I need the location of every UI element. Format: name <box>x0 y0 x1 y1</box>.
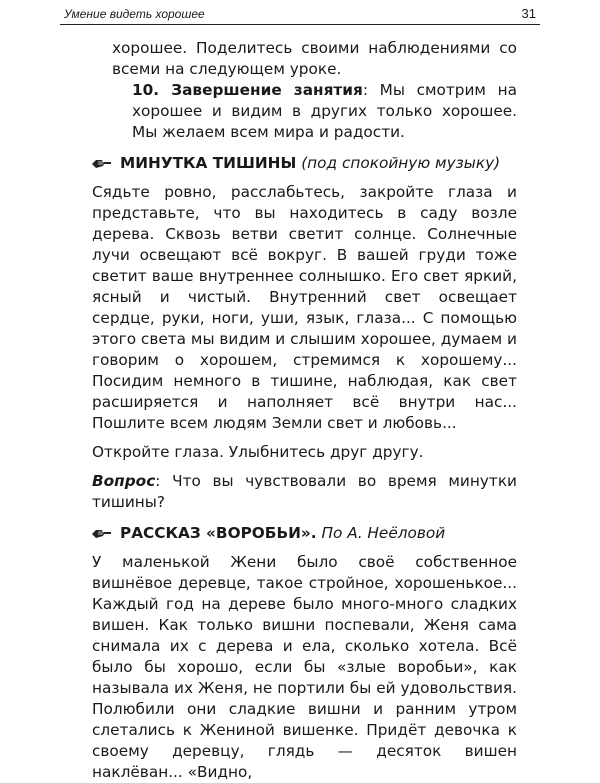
intro-block <box>92 38 517 143</box>
intro-text: хорошее. Поделитесь своими наблюдениями со всеми на следующем уроке. <box>112 39 517 78</box>
item-10-text: : Мы смотрим на хорошее и видим в других только хорошее. Мы желаем всем мира и радости. <box>132 81 518 141</box>
section-heading-silence <box>92 153 517 176</box>
pointing-hand-icon <box>92 525 112 546</box>
question-label: Вопрос <box>92 472 156 490</box>
section-heading-story <box>92 523 517 546</box>
page-number: 31 <box>521 6 536 21</box>
story-paragraph: У маленькой Жени было своё собственное вишнёвое деревце, такое стройное, хорошенькое... Каждый год на дереве было много-много сладких вишен. Как только вишни поспевали, Женя сама снимала их с дерева и ела, сколько хотела. Всё было бы хорошо, если бы «злые воробьи», как называла их Женя, не портили бы ей удовольствия. Полюбили они сладкие вишни и ранним утром слетались к Жениной вишенке. Придёт девочка к своему деревцу, глядь — десяток вишен наклёван... «Видно, <box>92 553 517 781</box>
section-title: МИНУТКА ТИШИНЫ <box>120 154 297 172</box>
meditation-paragraph: Сядьте ровно, расслабьтесь, закройте глаза и представьте, что вы находитесь в саду возле дерева. Сквозь ветви светит солнце. Солнечные лучи освещают всё вокруг. В вашей груди тоже светит ваше внутреннее солнышко. Его свет яркий, ясный и чистый. Внутренний свет освещает сердце, руки, ноги, уши, язык, глаза... С помощью этого света мы видим и слышим хорошее, думаем и говорим о хорошем, стремимся к хорошему... Посидим немного в тишине, наблюдая, как свет расширяется и наполняет всё внутри нас... Пошлите всем людям Земли свет и любовь... <box>92 183 517 432</box>
closing-line: Откройте глаза. Улыбнитесь друг другу. <box>92 443 424 461</box>
header-title: Умение видеть хорошее <box>64 7 205 21</box>
story-title: РАССКАЗ «ВОРОБЬИ». <box>120 524 317 542</box>
question <box>92 471 517 513</box>
item-10-label: 10. Завершение занятия <box>132 81 363 99</box>
running-header <box>60 6 540 25</box>
section-subtitle: (под спокойную музыку) <box>301 154 501 172</box>
page-body <box>92 38 517 783</box>
item-10 <box>112 80 517 143</box>
pointing-hand-icon <box>92 155 112 176</box>
story-author: По А. Неёловой <box>321 524 446 542</box>
question-text: : Что вы чувствовали во время минутки тишины? <box>92 472 517 511</box>
